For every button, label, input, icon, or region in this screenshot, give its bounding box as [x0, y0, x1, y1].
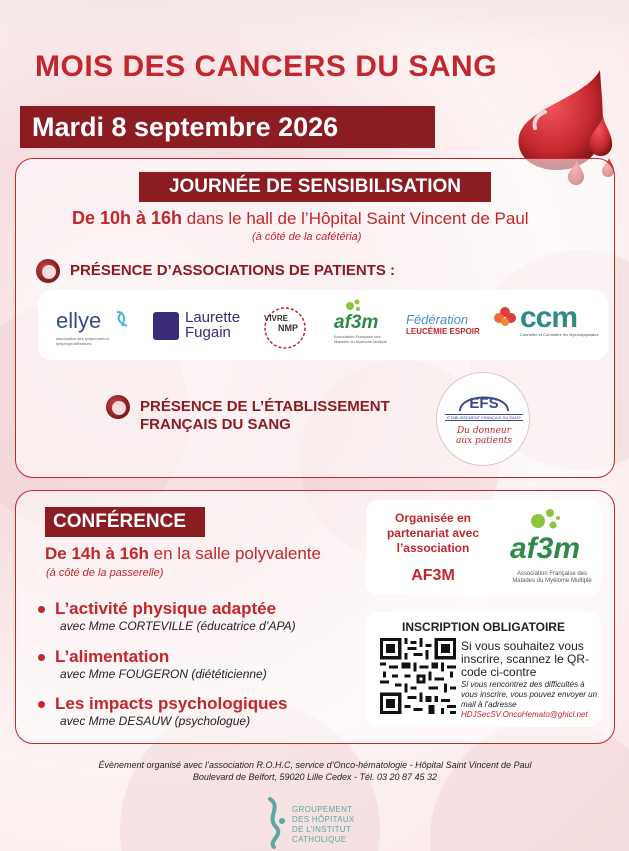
page-title: MOIS DES CANCERS DU SANG [35, 50, 498, 83]
bullet-dot-icon [38, 606, 45, 613]
talk-title: L’activité physique adaptée [55, 599, 277, 618]
ghic-line3: DE L’INSTITUT [292, 825, 352, 834]
partner-text: Organisée en partenariat avec l’association [386, 511, 480, 555]
talk-item [38, 599, 296, 633]
qr-code-icon[interactable] [380, 638, 456, 714]
circle-bullet-icon [36, 259, 60, 283]
associations-heading: PRÉSENCE D’ASSOCIATIONS DE PATIENTS : [70, 262, 396, 279]
ghic-name [292, 805, 355, 845]
journee-time-strong: De 10h à 16h [72, 208, 183, 228]
partner-af3m-logo [508, 505, 596, 590]
talk-item [38, 694, 287, 728]
talk-item [38, 647, 267, 681]
date-banner: Mardi 8 septembre 2026 [20, 106, 435, 148]
top-fade [0, 0, 629, 50]
af3m-subtext: Association Française des Malades du Myélome Multiple [334, 334, 387, 344]
flower-icon [494, 306, 516, 328]
journee-banner: JOURNÉE DE SENSIBILISATION [139, 172, 491, 202]
vivre-nmp-logo [260, 302, 310, 352]
ghic-logo-icon [262, 797, 288, 849]
conference-time-strong: De 14h à 16h [45, 544, 149, 563]
ellye-text: ellye [56, 308, 102, 333]
talk-title: Les impacts psychologiques [55, 694, 288, 713]
talk-speaker: avec Mme DESAUW (psychologue) [60, 714, 251, 728]
inscription-email-link[interactable]: HDJSecSV.OncoHemato@ghicl.net [461, 710, 588, 719]
leucemie-text: LEUCÉMIE ESPOIR [406, 327, 480, 336]
ccm-text: ccm [520, 301, 578, 334]
conference-time-location: en la salle polyvalente [148, 544, 321, 563]
efs-tagline-2: aux patients [455, 436, 513, 446]
inscription-main-text: Si vous souhaitez vous inscrire, scannez le QR-code ci-contre [461, 639, 590, 679]
partner-af3m-logo-subtext: Association Française des Malades du Myélome Multiple [512, 571, 592, 584]
ghic-line1: GROUPEMENT [292, 805, 353, 814]
vivre-text: VIVRE [264, 314, 289, 323]
leucemie-espoir-logo [406, 312, 516, 336]
efs-heading-line1: PRÉSENCE DE L’ÉTABLISSEMENT [140, 398, 390, 415]
partner-name: AF3M [411, 567, 455, 584]
partner-af3m-logo-text: af3m [510, 532, 581, 565]
federation-text: Fédération [406, 312, 469, 327]
association-logos [38, 290, 608, 360]
talk-title: L’alimentation [55, 647, 170, 666]
talk-speaker: avec Mme FOUGERON (diététicienne) [60, 667, 267, 681]
footer-line1: Évènement organisé avec l’association R.O.H.C, service d’Onco-hématologie - Hôpital Saint Vincent de Paul [98, 760, 532, 770]
efs-heading [140, 398, 390, 434]
conference-note: (à côté de la passerelle) [46, 567, 164, 579]
conference-time [45, 544, 321, 564]
circle-bullet-icon [106, 395, 130, 419]
efs-logo-text: EFS [469, 395, 499, 412]
nmp-text: NMP [278, 323, 298, 333]
laurette-square-icon [153, 312, 179, 340]
ccm-subtext: Connaître et Combattre les Myélodysplasies [520, 332, 599, 337]
ribbon-icon [114, 310, 130, 328]
laurette-text-1: Laurette [185, 309, 241, 326]
ccm-logo [520, 301, 600, 337]
journee-note: (à côté de la cafétéria) [252, 231, 362, 243]
laurette-text-2: Fugain [185, 324, 231, 341]
journee-time [72, 208, 529, 229]
footer-line2: Boulevard de Belfort, 59020 Lille Cedex - Tél. 03 20 87 45 32 [192, 772, 438, 782]
inscription-help-text: Si vous rencontrez des difficultés à vous inscrire, vous pouvez envoyer un mail à l’adresse [461, 680, 598, 709]
efs-logo [436, 372, 530, 466]
ghic-line4: CATHOLIQUE [292, 835, 347, 844]
af3m-dots-icon [528, 505, 564, 535]
ellye-logo [56, 308, 136, 346]
conference-banner: CONFÉRENCE [45, 507, 205, 537]
journee-time-location: dans le hall de l’Hôpital Saint Vincent de Paul [182, 209, 529, 228]
talk-speaker: avec Mme CORTEVILLE (éducatrice d’APA) [60, 619, 296, 633]
bullet-dot-icon [38, 654, 45, 661]
efs-logo-subtext: ÉTABLISSEMENT FRANÇAIS DU SANG [445, 414, 523, 421]
ghic-line2: DES HÔPITAUX [292, 815, 355, 824]
bullet-dot-icon [38, 701, 45, 708]
footer [60, 759, 570, 783]
af3m-text: af3m [334, 312, 379, 333]
ellye-subtext: association des lymphomes et lymphoproliferatives [56, 336, 110, 346]
efs-heading-line2: FRANÇAIS DU SANG [140, 416, 291, 433]
efs-tagline-1: Du donneur [456, 426, 512, 436]
inscription-title: INSCRIPTION OBLIGATOIRE [402, 620, 565, 634]
